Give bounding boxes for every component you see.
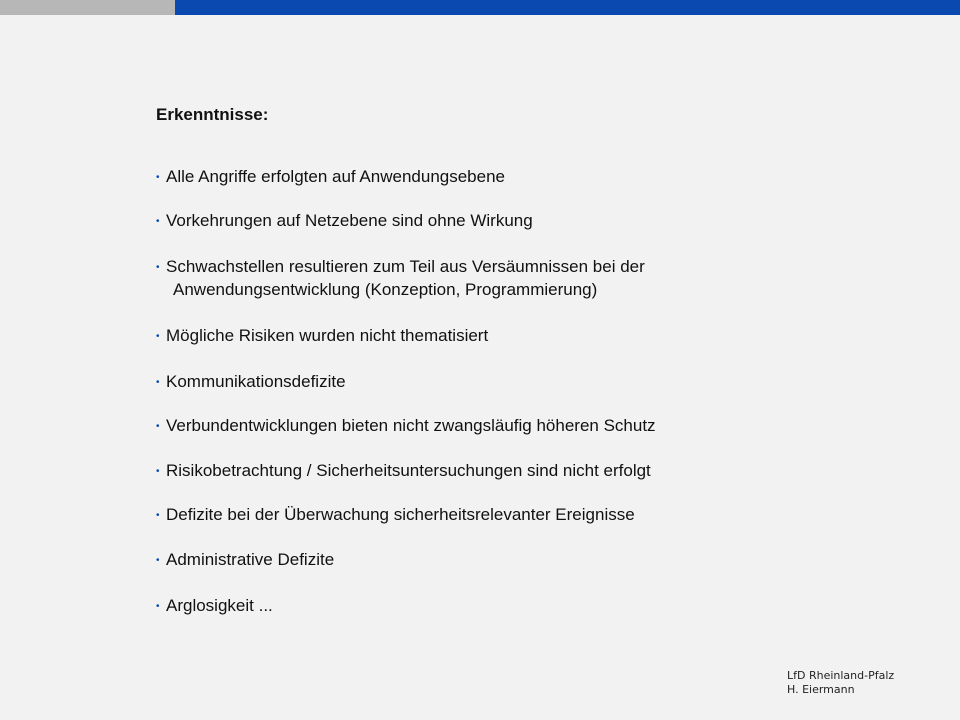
header-bar-blue [175,0,960,15]
footer-credit [787,669,894,697]
bullet-dot-icon: • [156,555,160,566]
bullet-item [156,549,334,572]
bullet-item [156,166,505,189]
footer-author: H. Eiermann [787,683,855,696]
bullet-item [156,325,488,348]
bullet-dot-icon: • [156,601,160,612]
bullet-text: Risikobetrachtung / Sicherheitsuntersuchungen sind nicht erfolgt [166,461,651,480]
bullet-text: Alle Angriffe erfolgten auf Anwendungsebene [166,167,506,186]
slide-heading: Erkenntnisse: [156,105,269,124]
bullet-dot-icon: • [156,421,160,432]
bullet-dot-icon: • [156,172,160,183]
bullet-continuation-text: Anwendungsentwicklung (Konzeption, Programmierung) [173,280,598,299]
bullet-text: Defizite bei der Überwachung sicherheitsrelevanter Ereignisse [166,505,635,524]
bullet-text: Arglosigkeit ... [166,596,273,615]
footer-organization: LfD Rheinland-Pfalz [787,669,895,682]
bullet-text: Mögliche Risiken wurden nicht thematisiert [166,326,489,345]
bullet-item [156,371,346,394]
header-bar-gray [0,0,175,15]
bullet-item [156,256,645,301]
bullet-dot-icon: • [156,377,160,388]
bullet-item [156,210,533,233]
bullet-dot-icon: • [156,262,160,273]
bullet-text: Kommunikationsdefizite [166,372,346,391]
bullet-item [156,504,635,527]
bullet-text: Administrative Defizite [166,550,335,569]
bullet-item [156,415,656,438]
bullet-item [156,595,273,618]
bullet-item [156,460,651,483]
bullet-dot-icon: • [156,331,160,342]
bullet-text: Vorkehrungen auf Netzebene sind ohne Wirkung [166,211,533,230]
bullet-text: Verbundentwicklungen bieten nicht zwangsläufig höheren Schutz [166,416,656,435]
bullet-dot-icon: • [156,510,160,521]
bullet-text: Schwachstellen resultieren zum Teil aus Versäumnissen bei der [166,257,645,276]
bullet-dot-icon: • [156,466,160,477]
bullet-dot-icon: • [156,216,160,227]
